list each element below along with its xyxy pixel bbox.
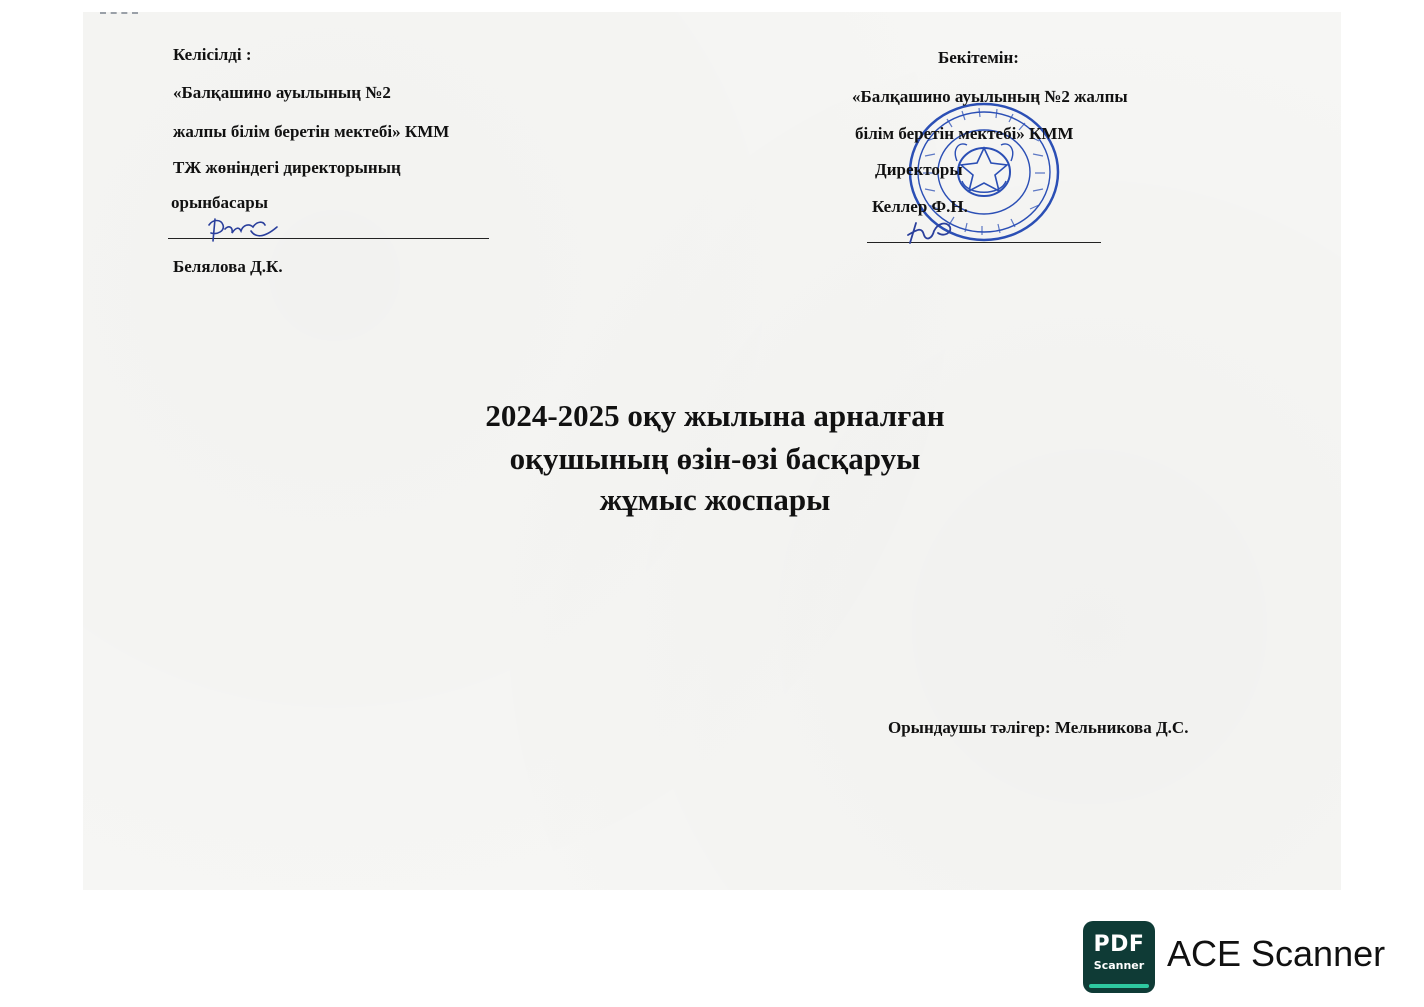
- left-name: Белялова Д.К.: [173, 257, 283, 276]
- right-line-1: «Балқашино ауылының №2 жалпы: [852, 87, 1128, 106]
- left-heading: Келісілді :: [173, 45, 252, 64]
- app-name-label: ACE Scanner: [1167, 933, 1386, 974]
- pdf-scanner-logo-icon: [1083, 921, 1155, 993]
- executor-line: Орындаушы тәлігер: Мельникова Д.С.: [888, 718, 1189, 737]
- left-line-2: жалпы білім беретін мектебі» КММ: [173, 122, 450, 141]
- logo-scanner-text: Scanner: [1093, 959, 1145, 972]
- title-line-1: 2024-2025 оқу жылына арналған: [485, 398, 945, 433]
- left-signature-icon: [203, 213, 283, 247]
- left-line-4: орынбасары: [171, 193, 269, 212]
- left-line-1: «Балқашино ауылының №2: [173, 83, 391, 102]
- logo-accent-bar: [1089, 984, 1149, 988]
- title-line-3: жұмыс жоспары: [599, 482, 831, 517]
- left-line-3: ТЖ жөніндегі директорының: [173, 158, 401, 177]
- right-signature-icon: [902, 213, 958, 249]
- scan-artifact: [100, 12, 138, 18]
- right-line-3: Директоры: [875, 160, 963, 179]
- title-line-2: оқушының өзін-өзі басқаруы: [509, 441, 921, 476]
- logo-pdf-text: PDF: [1093, 932, 1145, 957]
- right-name: Келлер Ф.Н.: [872, 197, 968, 216]
- right-line-2: білім беретін мектебі» КММ: [855, 124, 1074, 143]
- right-heading: Бекітемін:: [938, 48, 1019, 67]
